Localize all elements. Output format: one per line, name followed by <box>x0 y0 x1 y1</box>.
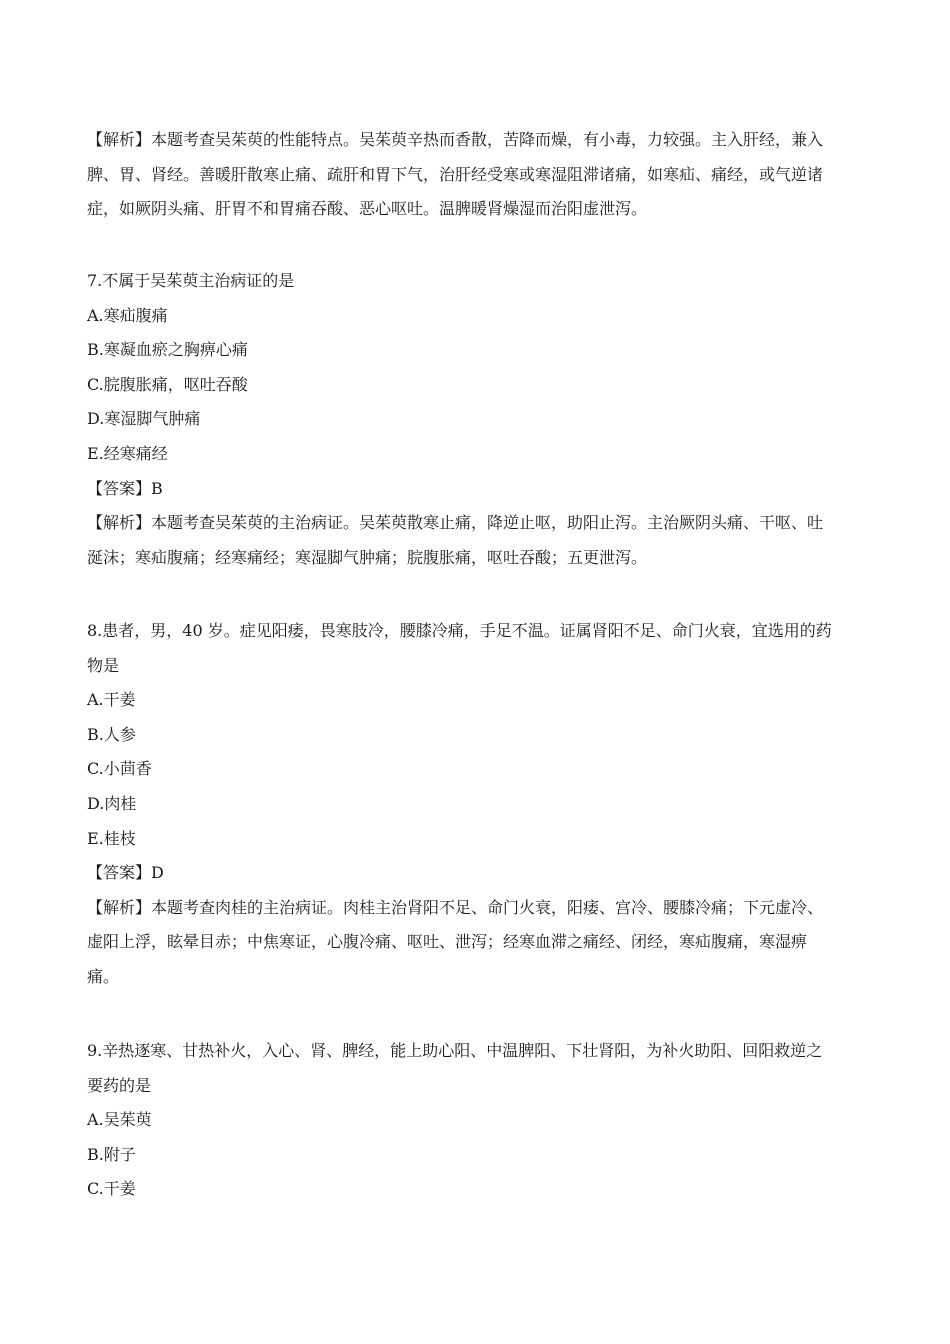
option-d: D.寒湿脚气肿痛 <box>87 409 201 429</box>
question-9 <box>87 1034 867 1207</box>
option-e: E.桂枝 <box>87 828 136 848</box>
option-c: C.小茴香 <box>87 759 152 779</box>
question-8 <box>87 614 867 995</box>
answer: 【答案】B <box>87 478 163 498</box>
analysis-q6 <box>87 123 867 227</box>
option-c: C.干姜 <box>87 1179 136 1199</box>
analysis-line: 【解析】本题考查吴茱萸的性能特点。吴茱萸辛热而香散，苦降而燥，有小毒，力较强。主入肝经，兼入 <box>87 130 824 149</box>
option-d: D.肉桂 <box>87 793 137 813</box>
analysis-line: 虚阳上浮，眩晕目赤；中焦寒证，心腹冷痛、呕吐、泄泻；经寒血滞之痛经、闭经，寒疝腹痛，寒湿痹 <box>87 932 808 952</box>
option-a: A.吴茱萸 <box>87 1110 152 1130</box>
question-stem: 要药的是 <box>87 1075 152 1095</box>
analysis-line: 痛。 <box>87 966 120 986</box>
question-stem: 物是 <box>87 655 120 675</box>
question-stem: 9.辛热逐寒、甘热补火，入心、肾、脾经，能上助心阳、中温脾阳、下壮肾阳，为补火助阳、回阳救逆之 <box>87 1041 823 1060</box>
answer: 【答案】D <box>87 863 164 883</box>
option-a: A.干姜 <box>87 690 136 710</box>
question-stem: 7.不属于吴茱萸主治病证的是 <box>87 271 295 290</box>
analysis-line: 【解析】本题考查吴茱萸的主治病证。吴茱萸散寒止痛，降逆止呕，助阳止泻。主治厥阴头痛、干呕、吐 <box>87 513 824 533</box>
option-e: E.经寒痛经 <box>87 443 168 463</box>
option-b: B.附子 <box>87 1144 136 1164</box>
option-b: B.人参 <box>87 724 136 744</box>
analysis-line: 脾、胃、肾经。善暖肝散寒止痛、疏肝和胃下气，治肝经受寒或寒湿阻滞诸痛，如寒疝、痛经，或气逆诸 <box>87 164 824 184</box>
question-7 <box>87 264 867 575</box>
analysis-line: 症，如厥阴头痛、肝胃不和胃痛吞酸、恶心呕吐。温脾暖肾燥湿而治阳虚泄泻。 <box>87 199 648 219</box>
option-c: C.脘腹胀痛，呕吐吞酸 <box>87 374 248 394</box>
analysis-line: 【解析】本题考查肉桂的主治病证。肉桂主治肾阳不足、命门火衰，阳痿、宫冷、腰膝冷痛；下元虚冷、 <box>87 897 824 917</box>
option-b: B.寒凝血瘀之胸痹心痛 <box>87 340 248 360</box>
analysis-line: 涎沫；寒疝腹痛；经寒痛经；寒湿脚气肿痛；脘腹胀痛，呕吐吞酸；五更泄泻。 <box>87 547 648 567</box>
option-a: A.寒疝腹痛 <box>87 305 168 325</box>
question-stem: 8.患者，男，40 岁。症见阳痿，畏寒肢冷，腰膝冷痛，手足不温。证属肾阳不足、命门火衰，宜选用的药 <box>87 621 832 640</box>
